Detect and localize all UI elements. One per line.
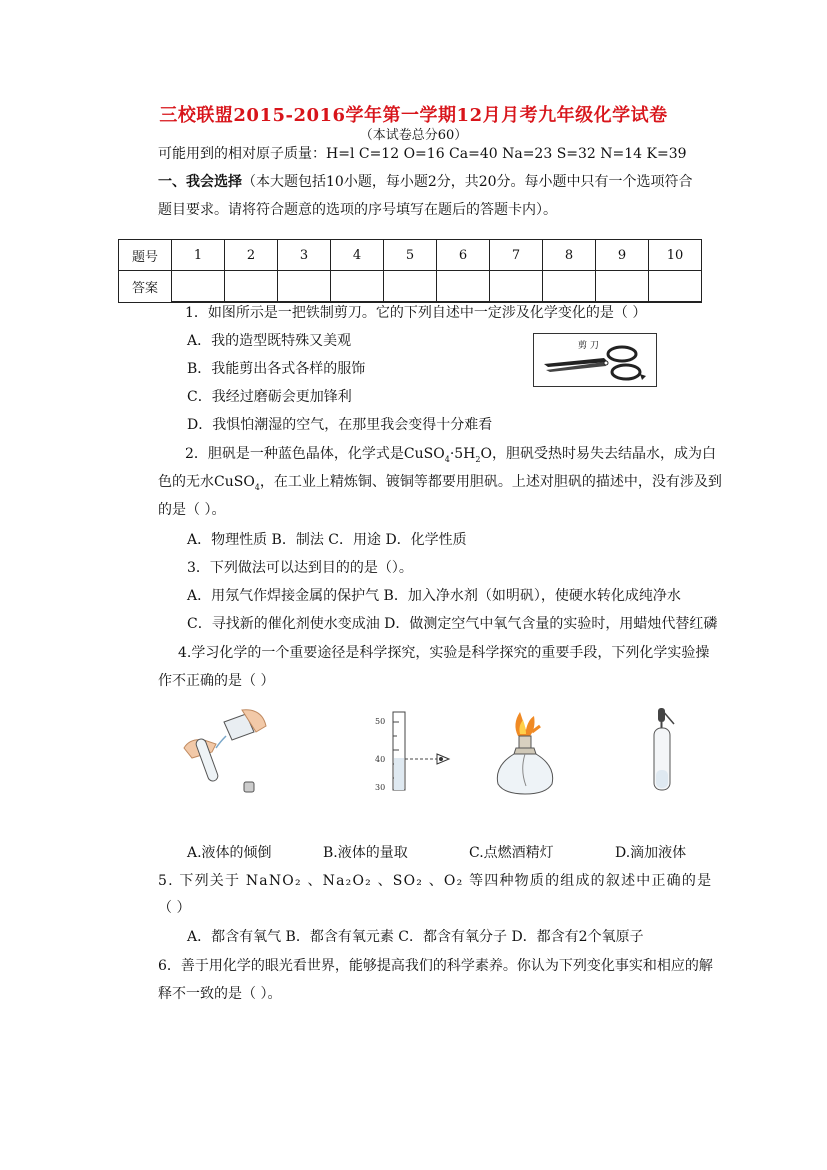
q1-option-b: B．我能剪出各式各样的服饰 [187,361,366,377]
q2-line2: 色的无水CuSO$_4$，在工业上精炼铜、镀铜等都要用胆矾。上述对胆矾的描述中，没有涉及到 [158,474,722,492]
section1-desc2: 题目要求。请将符合题意的选项的序号填写在题后的答题卡内）。 [158,202,557,218]
table-header-answer: 答案 [119,271,172,303]
q4-line2: 作不正确的是（ ） [158,673,275,689]
answer-cell[interactable] [331,271,384,303]
table-cell-number: 7 [490,240,543,271]
table-cell-number: 4 [331,240,384,271]
answer-cell[interactable] [384,271,437,303]
table-cell-number: 3 [278,240,331,271]
q3-options-cd: C．寻找新的催化剂使水变成油 D．做测定空气中氧气含量的实验时，用蜡烛代替红磷 [187,616,718,632]
cyl-tick-50: 50 [375,717,386,726]
atomic-mass-line: 可能用到的相对原子质量：H=l C=12 O=16 Ca=40 Na=23 S=32 N=14 K=39 [158,146,687,162]
answer-cell[interactable] [172,271,225,303]
q5-line2: （ ） [158,900,191,916]
q2-line1-a: 2．胆矾是一种蓝色晶体，化学式是CuSO [185,446,445,462]
q5-options: A．都含有氧气 B．都含有氧元素 C．都含有氧分子 D．都含有2个氧原子 [187,929,644,945]
q2-options: A．物理性质 B．制法 C．用途 D．化学性质 [187,532,467,548]
table-header-number: 题号 [119,240,172,271]
pouring-liquid-figure [182,708,272,798]
table-cell-number: 10 [649,240,702,271]
table-cell-number: 6 [437,240,490,271]
q3-options-ab: A．用氖气作焊接金属的保护气 B．加入净水剂（如明矾），使硬水转化成纯净水 [187,588,681,604]
graduated-cylinder-figure [375,710,455,792]
answer-cell[interactable] [490,271,543,303]
answer-cell[interactable] [225,271,278,303]
answer-cell[interactable] [437,271,490,303]
table-cell-number: 9 [596,240,649,271]
q2-line1-c: O，胆矾受热时易失去结晶水，成为白 [480,446,716,462]
answer-cell[interactable] [543,271,596,303]
q6-line2: 释不一致的是（ ）。 [158,986,282,1002]
table-cell-number: 2 [225,240,278,271]
table-cell-number: 1 [172,240,225,271]
q4-option-d: D.滴加液体 [615,845,687,861]
q4-option-c: C.点燃酒精灯 [469,845,554,861]
table-cell-number: 8 [543,240,596,271]
exam-subtitle: （本试卷总分60） [359,128,468,143]
q1-option-c: C．我经过磨砺会更加锋利 [187,389,352,405]
answer-table [118,239,702,303]
section1-desc1: （本大题包括10小题，每小题2分，共20分。每小题中只有一个选项符合 [242,174,693,190]
scissors-label: 剪 刀 [578,341,599,351]
scissors-figure [533,333,657,387]
q2-line3: 的是（ ）。 [158,502,226,518]
q2-line1-b: ·5H [449,446,476,462]
answer-cell[interactable] [649,271,702,303]
table-cell-number: 5 [384,240,437,271]
exam-title: 三校联盟2015-2016学年第一学期12月月考九年级化学试卷 [159,105,668,126]
cyl-tick-30: 30 [375,783,386,792]
alcohol-lamp-figure [490,710,560,798]
q4-option-a: A.液体的倾倒 [187,845,272,861]
q5-line1: 5. 下列关于 NaNO₂ 、Na₂O₂ 、SO₂ 、O₂ 等四种物质的组成的叙述中正确的是 [158,873,713,889]
q4-line1: 4.学习化学的一个重要途径是科学探究，实验是科学探究的重要手段，下列化学实验操 [178,645,710,661]
q6-line1: 6．善于用化学的眼光看世界，能够提高我们的科学素养。你认为下列变化事实和相应的解 [158,958,713,974]
answer-cell[interactable] [278,271,331,303]
q3-stem: 3．下列做法可以达到目的的是（）。 [187,560,413,576]
answer-cell[interactable] [596,271,649,303]
cyl-tick-40: 40 [375,755,386,764]
q2-line2-b: ，在工业上精炼铜、镀铜等都要用胆矾。上述对胆矾的描述中，没有涉及到 [259,474,722,490]
q1-stem: 1．如图所示是一把铁制剪刀。它的下列自述中一定涉及化学变化的是（ ） [185,305,647,321]
q2-line1: 2．胆矾是一种蓝色晶体，化学式是$CuSO_4\cdot 5H_2O$，胆矾受热时易失去结晶水，成为白 [185,446,716,464]
q1-option-d: D．我惧怕潮湿的空气，在那里我会变得十分难看 [187,417,493,433]
dropper-figure [646,706,686,792]
section1-line1 [158,172,693,192]
section1-heading: 一、我会选择 [158,174,242,190]
q4-option-b: B.液体的量取 [323,845,408,861]
q2-line2-a: 色的无水CuSO [158,474,255,490]
q1-option-a: A．我的造型既特殊又美观 [187,333,352,349]
